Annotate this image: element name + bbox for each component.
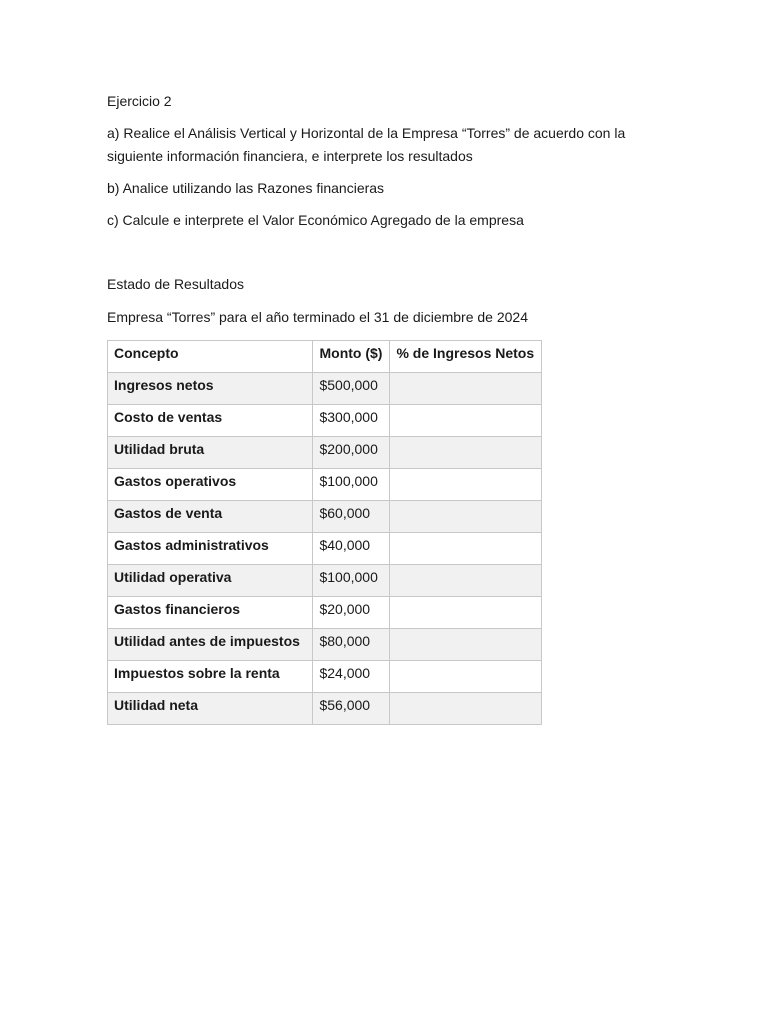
table-row — [108, 405, 542, 437]
row-amount: $20,000 — [313, 597, 390, 629]
row-concept: Utilidad antes de impuestos — [108, 629, 313, 661]
row-amount: $56,000 — [313, 693, 390, 725]
row-percent — [390, 661, 542, 693]
instruction-b: b) Analice utilizando las Razones financieras — [107, 180, 385, 196]
row-amount: $100,000 — [313, 469, 390, 501]
row-concept: Impuestos sobre la renta — [108, 661, 313, 693]
header-porcentaje: % de Ingresos Netos — [390, 341, 542, 373]
table-row — [108, 533, 542, 565]
row-percent — [390, 469, 542, 501]
table-row — [108, 661, 542, 693]
row-percent — [390, 405, 542, 437]
blank-line — [107, 241, 667, 273]
table-row — [108, 597, 542, 629]
row-amount: $24,000 — [313, 661, 390, 693]
document-page — [107, 90, 667, 725]
row-percent — [390, 437, 542, 469]
row-amount: $200,000 — [313, 437, 390, 469]
table-row — [108, 373, 542, 405]
table-row — [108, 629, 542, 661]
statement-title: Estado de Resultados — [107, 276, 244, 292]
row-concept: Utilidad neta — [108, 693, 313, 725]
table-row — [108, 437, 542, 469]
row-concept: Gastos operativos — [108, 469, 313, 501]
instruction-c: c) Calcule e interprete el Valor Económico Agregado de la empresa — [107, 212, 524, 228]
table-row — [108, 693, 542, 725]
exercise-title: Ejercicio 2 — [107, 93, 172, 109]
row-concept: Gastos administrativos — [108, 533, 313, 565]
header-monto: Monto ($) — [313, 341, 390, 373]
header-concepto: Concepto — [108, 341, 313, 373]
instruction-a: a) Realice el Análisis Vertical y Horizontal de la Empresa “Torres” de acuerdo con la siguiente información financiera, e interprete los resultados — [107, 125, 626, 164]
statement-subtitle: Empresa “Torres” para el año terminado el 31 de diciembre de 2024 — [107, 309, 529, 325]
row-percent — [390, 629, 542, 661]
income-statement-table — [107, 340, 542, 725]
row-amount: $100,000 — [313, 565, 390, 597]
table-row — [108, 501, 542, 533]
row-amount: $300,000 — [313, 405, 390, 437]
row-amount: $500,000 — [313, 373, 390, 405]
row-percent — [390, 597, 542, 629]
row-percent — [390, 565, 542, 597]
row-concept: Utilidad bruta — [108, 437, 313, 469]
row-concept: Ingresos netos — [108, 373, 313, 405]
row-percent — [390, 501, 542, 533]
row-concept: Costo de ventas — [108, 405, 313, 437]
row-amount: $80,000 — [313, 629, 390, 661]
row-percent — [390, 373, 542, 405]
row-amount: $60,000 — [313, 501, 390, 533]
row-concept: Gastos financieros — [108, 597, 313, 629]
row-amount: $40,000 — [313, 533, 390, 565]
row-percent — [390, 533, 542, 565]
row-concept: Gastos de venta — [108, 501, 313, 533]
table-row — [108, 469, 542, 501]
row-percent — [390, 693, 542, 725]
table-row — [108, 565, 542, 597]
table-header-row — [108, 341, 542, 373]
row-concept: Utilidad operativa — [108, 565, 313, 597]
